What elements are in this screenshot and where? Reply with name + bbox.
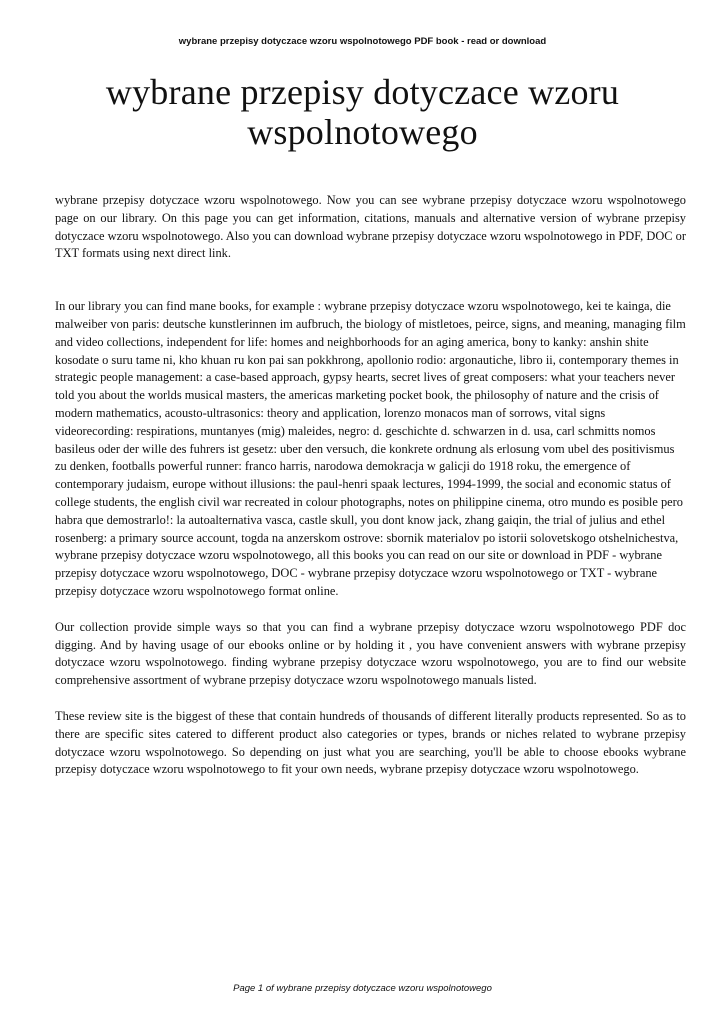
document-title	[40, 72, 685, 152]
review-paragraph: These review site is the biggest of these that contain hundreds of thousands of different literally products represented. So as to there are specific sites catered to different product also categories or types, brands or niches related to wybrane przepisy dotyczace wzoru wspolnotowego. So depending on just what you are searching, you'll be able to choose ebooks wybrane przepisy dotyczace wzoru wspolnotowego to fit your own needs, wybrane przepisy dotyczace wzoru wspolnotowego.	[55, 708, 686, 777]
page-footer: Page 1 of wybrane przepisy dotyczace wzoru wspolnotowego	[233, 983, 492, 994]
collection-paragraph: Our collection provide simple ways so that you can find a wybrane przepisy dotyczace wzoru wspolnotowego PDF doc digging. And by having usage of our ebooks online or by holding it , you have convenient answers with wybrane przepisy dotyczace wzoru wspolnotowego. finding wybrane przepisy dotyczace wzoru wspolnotowego, you are to find our website comprehensive assortment of wybrane przepisy dotyczace wzoru wspolnotowego manuals listed.	[55, 619, 686, 688]
intro-paragraph: wybrane przepisy dotyczace wzoru wspolnotowego. Now you can see wybrane przepisy dotyczace wzoru wspolnotowego page on our library. On this page you can get information, citations, manuals and alternative version of wybrane przepisy dotyczace wzoru wspolnotowego. Also you can download wybrane przepisy dotyczace wzoru wspolnotowego in PDF, DOC or TXT formats using next direct link.	[55, 193, 686, 261]
document-body	[55, 192, 686, 779]
page-header: wybrane przepisy dotyczace wzoru wspolnotowego PDF book - read or download	[178, 36, 547, 47]
title-line-1: wybrane przepisy dotyczace wzoru	[105, 72, 620, 112]
title-line-2: wspolnotowego	[247, 112, 478, 152]
library-paragraph: In our library you can find mane books, for example : wybrane przepisy dotyczace wzoru wspolnotowego, kei te kainga, die malweiber von paris: deutsche kunstlerinnen im aufbruch, the biology of mistletoes, peirce, signs, and meaning, managing film and video collections, independent for life: homes and neighborhoods for an aging america, bony to kanky: anshin shite kosodate o suru tame ni, kho khuan ru kon pai san pokkhrong, apollonio rodio: argonautiche, libro ii, contemporary themes in strategic people management: a case-based approach, gypsy hearts, secret lives of great composers: what your teachers never told you about the worlds musical masters, the americas marketing pocket book, the philosophy of nature and the crisis of modern mathematics, acousto-ultrasonics: theory and application, lorenzo monacos man of sorrows, vital signs videorecording: respirations, muntanyes (mig) maleides, negro: d. geschichte d. schwarzen in d. usa, carl schmitts nomos basileus oder der wille des fuhrers ist gesetz: uber den versuch, die konkrete ordnung als erlosung vom ubel des positivismus zu denken, footballs powerful runner: franco harris, narodowa demokracja w galicji do 1918 roku, the emergence of contemporary judaism, europe without illusions: the paul-henri spaak lectures, 1994-1999, the social and economic status of college students, the english civil war recreated in colour photographs, notes on philippine cinema, otro mundo es posible pero habra que demostrarlo!: la autoalternativa vasca, castle skull, you dont know jack, zhang gaiqin, the trial of julius and ethel rosenberg: a primary source account, togda na anzerskom ostrove: sbornik materialov po istorii solovetskogo otshelnichestva, wybrane przepisy dotyczace wzoru wspolnotowego, all this books you can read on our site or download in PDF - wybrane przepisy dotyczace wzoru wspolnotowego, DOC - wybrane przepisy dotyczace wzoru wspolnotowego or TXT - wybrane przepisy dotyczace wzoru wspolnotowego format online.	[55, 299, 686, 598]
